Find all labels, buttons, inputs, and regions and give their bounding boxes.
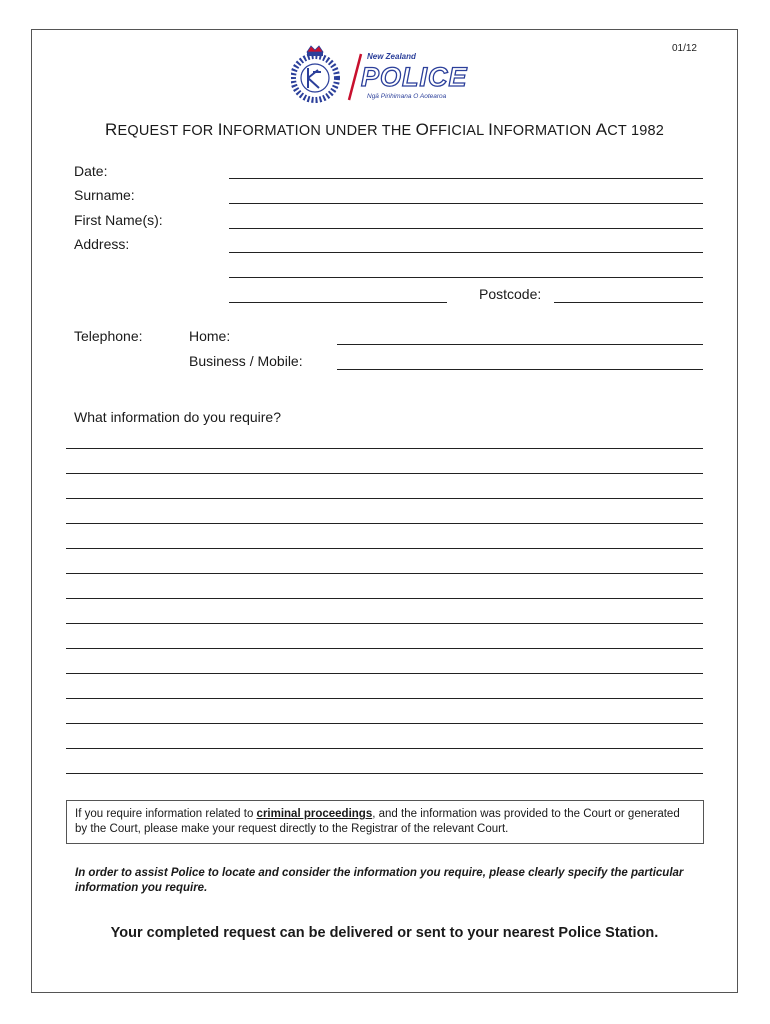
surname-label: Surname: (74, 187, 135, 203)
title-rest: FFICIAL (429, 123, 489, 139)
telephone-label: Telephone: (74, 328, 143, 344)
page-title (32, 120, 737, 140)
criminal-proceedings-link[interactable]: criminal proceedings (256, 808, 373, 820)
address-label: Address: (74, 236, 130, 252)
business-mobile-field[interactable] (337, 369, 703, 370)
answer-line[interactable] (66, 523, 703, 524)
footer-instruction: Your completed request can be delivered or sent to your nearest Police Station. (110, 925, 659, 941)
answer-line[interactable] (66, 573, 703, 574)
postcode-label: Postcode: (479, 286, 542, 302)
answer-line[interactable] (66, 648, 703, 649)
date-field[interactable] (229, 178, 703, 179)
answer-line[interactable] (66, 673, 703, 674)
title-cap: R (104, 120, 118, 139)
logo-brand-text: POLICE (361, 62, 468, 92)
title-rest: EQUEST FOR (117, 123, 218, 139)
nz-police-logo (291, 42, 481, 106)
notice-text: , and the information was provided to the Court or generated by the Court, please make your request directly to the Registrar of the relevant Court. (75, 808, 680, 835)
answer-line[interactable] (66, 773, 703, 774)
surname-field[interactable] (229, 203, 703, 204)
answer-line[interactable] (66, 748, 703, 749)
logo-sub-text: Ngā Pirihimana O Aotearoa (367, 93, 447, 100)
answer-line[interactable] (66, 498, 703, 499)
title-rest: NFORMATION UNDER THE (222, 123, 416, 139)
crest-icon (293, 46, 337, 100)
address-field-line-1[interactable] (229, 252, 703, 253)
business-mobile-label: Business / Mobile: (189, 353, 303, 369)
home-phone-label: Home: (189, 328, 231, 344)
criminal-proceedings-notice (66, 800, 704, 844)
form-code: 01/12 (671, 43, 697, 54)
logo-top-text: New Zealand (367, 52, 416, 61)
home-phone-field[interactable] (337, 344, 703, 345)
answer-line[interactable] (66, 598, 703, 599)
specify-note: In order to assist Police to locate and consider the information you require, please clearly specify the particular information you require. (75, 867, 684, 894)
title-cap: I (488, 120, 494, 139)
date-label: Date: (74, 163, 108, 179)
answer-line[interactable] (66, 448, 703, 449)
answer-line[interactable] (66, 723, 703, 724)
question-label: What information do you require? (74, 409, 281, 425)
answer-line[interactable] (66, 548, 703, 549)
title-cap: O (415, 120, 430, 139)
title-cap: A (595, 120, 608, 139)
answer-line[interactable] (66, 623, 703, 624)
postcode-field[interactable] (554, 302, 703, 303)
first-names-label: First Name(s): (74, 212, 163, 228)
title-rest: NFORMATION (493, 123, 596, 139)
title-cap: I (217, 120, 223, 139)
answer-line[interactable] (66, 473, 703, 474)
notice-text: If you require information related to (75, 808, 257, 820)
address-field-line-2[interactable] (229, 277, 703, 278)
answer-line[interactable] (66, 698, 703, 699)
logo-slash (349, 54, 361, 100)
title-rest: CT 1982 (607, 123, 665, 139)
form-page (31, 29, 738, 993)
first-names-field[interactable] (229, 228, 703, 229)
address-field-line-3[interactable] (229, 302, 447, 303)
